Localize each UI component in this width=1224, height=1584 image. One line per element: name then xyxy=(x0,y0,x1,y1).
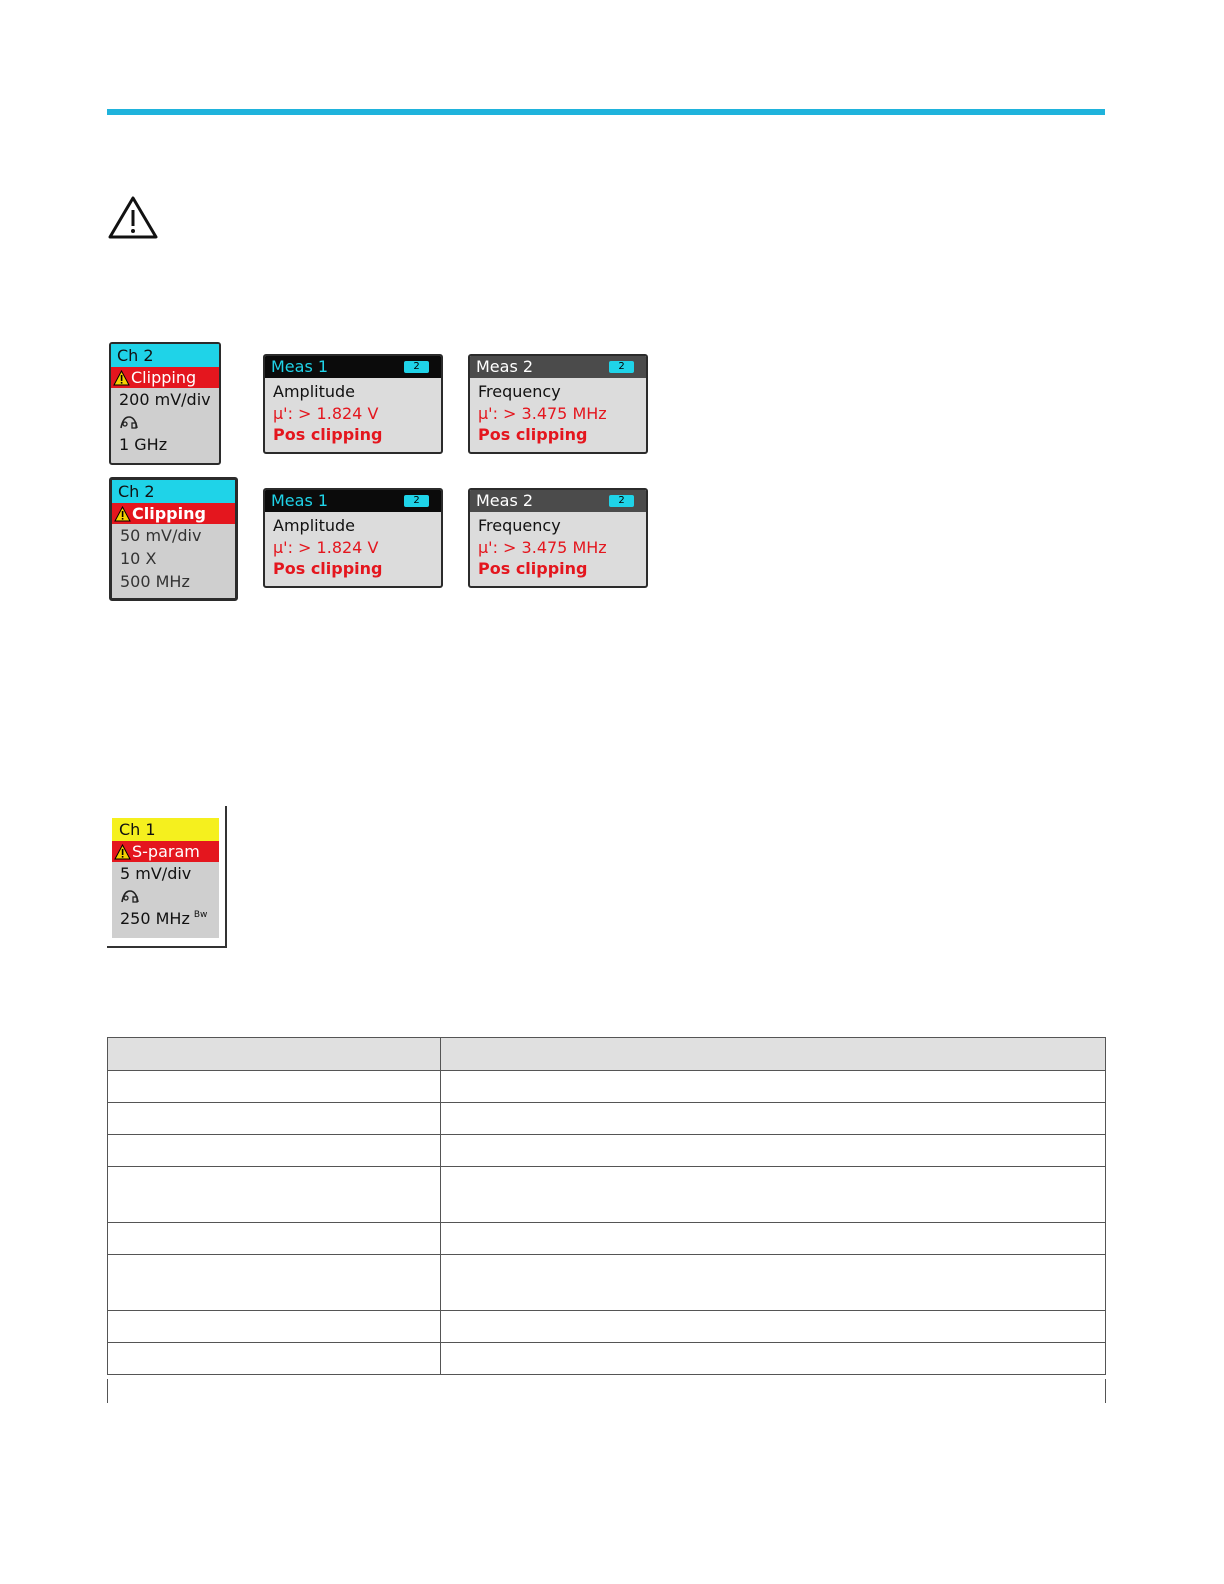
meas-value: µ': > 3.475 MHz xyxy=(478,538,607,557)
table-header-cell xyxy=(441,1038,1106,1071)
table-row xyxy=(108,1311,1106,1343)
meas-title: Meas 2 xyxy=(476,491,534,510)
vertical-scale: 50 mV/div xyxy=(120,526,202,545)
meas-title: Meas 2 xyxy=(476,357,534,376)
meas-title: Meas 1 xyxy=(271,491,329,510)
meas-value: µ': > 1.824 V xyxy=(273,404,379,423)
channel-badge-header: Ch 2 xyxy=(112,480,235,503)
meas-badge[interactable] xyxy=(468,354,648,454)
meas-clipping-note: Pos clipping xyxy=(273,425,383,444)
meas-name: Amplitude xyxy=(273,382,355,401)
clipping-label: Clipping xyxy=(131,368,197,387)
table-row xyxy=(108,1223,1106,1255)
sparam-label: S-param xyxy=(132,842,200,861)
meas-badge[interactable] xyxy=(263,488,443,588)
bandwidth-row xyxy=(112,907,219,930)
table-row xyxy=(108,1343,1106,1375)
meas-value: µ': > 3.475 MHz xyxy=(478,404,607,423)
meas-badge-header xyxy=(265,356,441,378)
meas-badge-header xyxy=(470,356,646,378)
info-table xyxy=(107,1037,1106,1375)
meas-clipping-note: Pos clipping xyxy=(478,425,588,444)
channel-badge-sparam[interactable] xyxy=(112,818,219,938)
source-indicator: 2 xyxy=(609,361,634,373)
table-row xyxy=(108,1255,1106,1311)
meas-name: Frequency xyxy=(478,382,561,401)
meas-value: µ': > 1.824 V xyxy=(273,538,379,557)
probe-icon xyxy=(112,885,219,907)
table-header-cell xyxy=(108,1038,441,1071)
channel-badge-clipping[interactable] xyxy=(109,342,221,465)
warning-icon xyxy=(114,506,131,522)
source-indicator: 2 xyxy=(404,361,429,373)
table-header-row xyxy=(108,1038,1106,1071)
meas-name: Frequency xyxy=(478,516,561,535)
table-row xyxy=(108,1103,1106,1135)
probe-icon xyxy=(111,411,219,433)
meas-badge[interactable] xyxy=(263,354,443,454)
clipping-status xyxy=(112,503,235,524)
vertical-scale: 200 mV/div xyxy=(119,390,211,409)
channel-badge-header: Ch 2 xyxy=(111,344,219,367)
warning-icon xyxy=(114,844,131,860)
meas-badge-header xyxy=(265,490,441,512)
table-row xyxy=(108,1071,1106,1103)
source-indicator: 2 xyxy=(404,495,429,507)
bandwidth-limit-marker: Bw xyxy=(193,910,208,920)
table-row xyxy=(108,1135,1106,1167)
table-continuation xyxy=(107,1379,1106,1403)
meas-badge[interactable] xyxy=(468,488,648,588)
warning-icon xyxy=(113,370,130,386)
channel-badge-clipping[interactable] xyxy=(109,477,238,601)
vertical-scale: 5 mV/div xyxy=(120,864,192,883)
bandwidth: 250 MHz xyxy=(120,909,190,928)
top-rule xyxy=(107,109,1105,115)
meas-title: Meas 1 xyxy=(271,357,329,376)
meas-clipping-note: Pos clipping xyxy=(478,559,588,578)
source-indicator: 2 xyxy=(609,495,634,507)
clipping-status xyxy=(111,367,219,388)
warning-triangle-icon xyxy=(107,195,159,240)
clipping-label: Clipping xyxy=(132,504,206,523)
table-row xyxy=(108,1167,1106,1223)
attenuation: 10 X xyxy=(120,549,157,568)
meas-name: Amplitude xyxy=(273,516,355,535)
bandwidth: 1 GHz xyxy=(119,435,168,454)
bandwidth: 500 MHz xyxy=(120,572,190,591)
meas-badge-header xyxy=(470,490,646,512)
channel-badge-header: Ch 1 xyxy=(112,818,219,841)
meas-clipping-note: Pos clipping xyxy=(273,559,383,578)
sparam-status xyxy=(112,841,219,862)
